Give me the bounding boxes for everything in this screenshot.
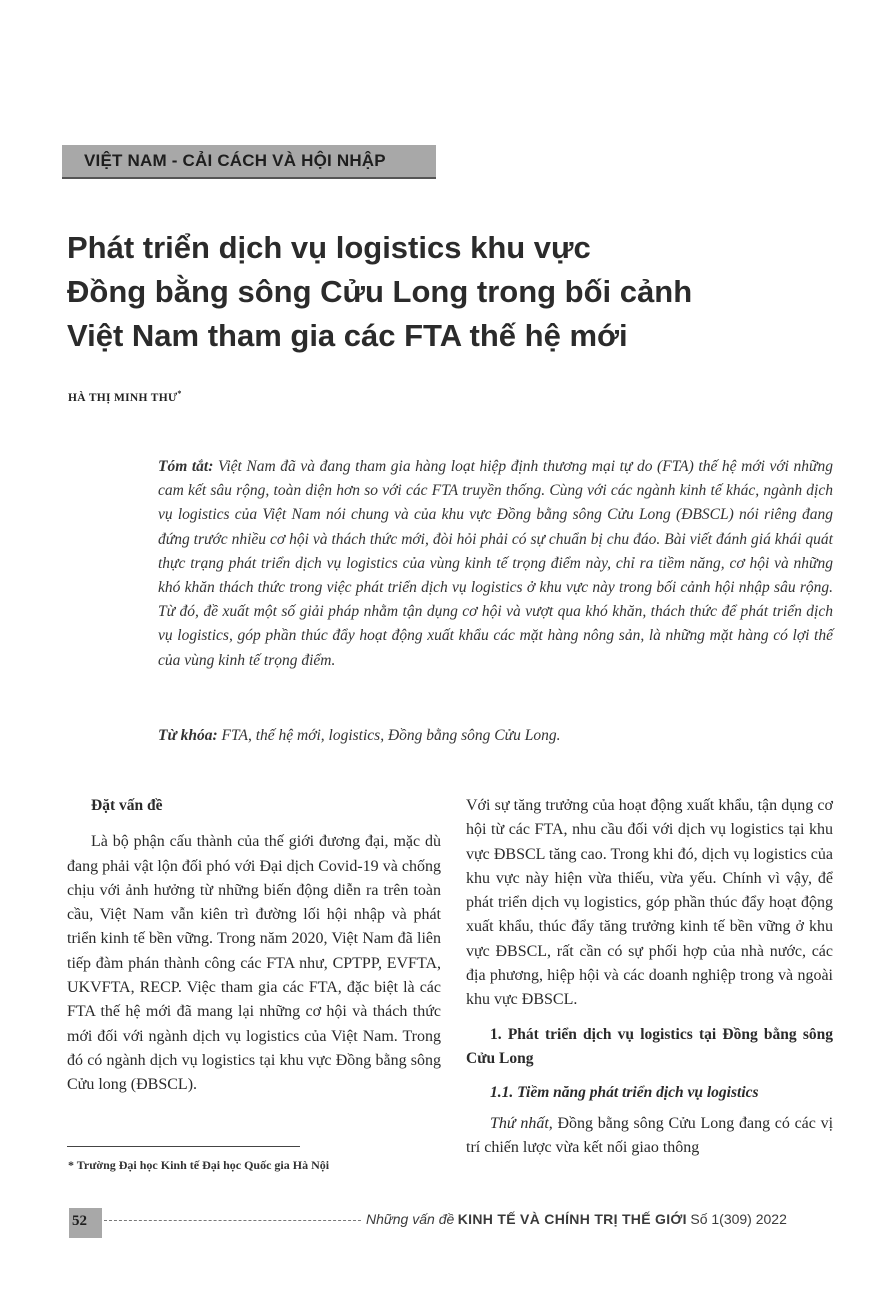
page-number: 52 (72, 1213, 87, 1229)
right-paragraph: Với sự tăng trưởng của hoạt động xuất khẩu, tận dụng cơ hội từ các FTA, nhu cầu đối với dịch vụ logistics tại khu vực ĐBSCL tăng cao. Trong khi đó, dịch vụ logistics của khu vực này hiện vừa thiếu, vừa yếu. Chính vì vậy, để phát triển dịch vụ logistics, góp phần thúc đẩy hoạt động xuất khẩu, thúc đẩy tăng trưởng kinh tế bền vững ở khu vực ĐBSCL, rất cần có sự phối hợp của nhà nước, các địa phương, hiệp hội và các doanh nghiệp trong và ngoài khu vực ĐBSCL. (466, 797, 833, 1009)
intro-heading: Đặt vấn đề (91, 797, 163, 814)
intro-paragraph: Là bộ phận cấu thành của thế giới đương đại, mặc dù đang phải vật lộn đối phó với Đại dịch Covid-19 và chống chịu với ảnh hưởng từ những biến động diễn ra trên toàn cầu, Việt Nam vẫn kiên trì đường lối hội nhập và phát triển kinh tế bền vững. Trong năm 2020, Việt Nam đã liên tiếp đàm phán thành công các FTA như, CPTPP, EVFTA, UKVFTA, RECP. Việc tham gia các FTA, đặc biệt là các FTA thế hệ mới đã mang lại những cơ hội và thách thức mới đối với ngành dịch vụ logistics của Việt Nam. Trong đó có ngành dịch vụ logistics tại khu vực Đồng bằng sông Cửu long (ĐBSCL). (67, 833, 441, 1094)
section-1-heading: 1. Phát triển dịch vụ logistics tại Đồng bằng sông Cửu Long (466, 1025, 833, 1067)
footnote: * Trường Đại học Kinh tế Đại học Quốc gia Hà Nội (68, 1158, 330, 1172)
first-point-text: Đồng bằng sông Cửu Long đang có các vị trí chiến lược vừa kết nối giao thông (466, 1114, 834, 1156)
abstract-text: Việt Nam đã và đang tham gia hàng loạt hiệp định thương mại tự do (FTA) thế hệ mới với những cam kết sâu rộng, toàn diện hơn so với các FTA truyền thống. Cùng với các ngành kinh tế khác, ngành dịch vụ logistics của Việt Nam nói chung và của khu vực Đồng bằng sông Cửu Long (ĐBSCL) nói riêng đang đứng trước nhiều cơ hội và thách thức mới, đòi hỏi phải có sự chuẩn bị chu đáo. Bài viết đánh giá khái quát thực trạng phát triển dịch vụ logistics của vùng kinh tế trọng điểm này, chỉ ra tiềm năng, cơ hội và những khó khăn thách thức trong việc phát triển dịch vụ logistics ở khu vực này trong bối cảnh hội nhập sâu rộng. Từ đó, đề xuất một số giải pháp nhằm tận dụng cơ hội và vượt qua khó khăn, thách thức để phát triển dịch vụ logistics, góp phần thúc đẩy hoạt động xuất khẩu các mặt hàng nông sản, là những mặt hàng có lợi thế của vùng kinh tế trọng điểm. (158, 458, 834, 669)
keywords-text: FTA, thế hệ mới, logistics, Đồng bằng sông Cửu Long. (221, 727, 561, 744)
keywords-label: Từ khóa: (158, 727, 218, 744)
author-footnote-mark: * (177, 389, 182, 398)
page-number-box (69, 1208, 102, 1238)
running-footer (366, 1211, 787, 1229)
first-point-lead: Thứ nhất, (490, 1114, 553, 1132)
first-point-paragraph (466, 1112, 833, 1161)
section-label: VIỆT NAM - CẢI CÁCH VÀ HỘI NHẬP (84, 151, 386, 170)
abstract (158, 455, 833, 673)
keywords (158, 727, 833, 745)
section-banner (62, 145, 436, 179)
right-column (466, 794, 833, 1160)
author-name: HÀ THỊ MINH THƯ (68, 391, 178, 404)
footer-prefix: Những vấn đề (366, 1211, 455, 1227)
footer-dashed-line (104, 1220, 361, 1221)
article-title (67, 226, 827, 358)
journal-name: KINH TẾ VÀ CHÍNH TRỊ THẾ GIỚI (457, 1211, 687, 1227)
section-1-1-heading: 1.1. Tiềm năng phát triển dịch vụ logistics (490, 1084, 759, 1102)
abstract-label: Tóm tắt: (158, 458, 214, 475)
issue-info: Số 1(309) 2022 (690, 1211, 787, 1227)
left-column (67, 794, 441, 1098)
title-line-1: Phát triển dịch vụ logistics khu vực (67, 230, 591, 265)
author-byline (68, 389, 182, 404)
footnote-divider (67, 1146, 300, 1147)
title-line-2: Đồng bằng sông Cửu Long trong bối cảnh (67, 274, 693, 309)
title-line-3: Việt Nam tham gia các FTA thế hệ mới (67, 318, 628, 353)
